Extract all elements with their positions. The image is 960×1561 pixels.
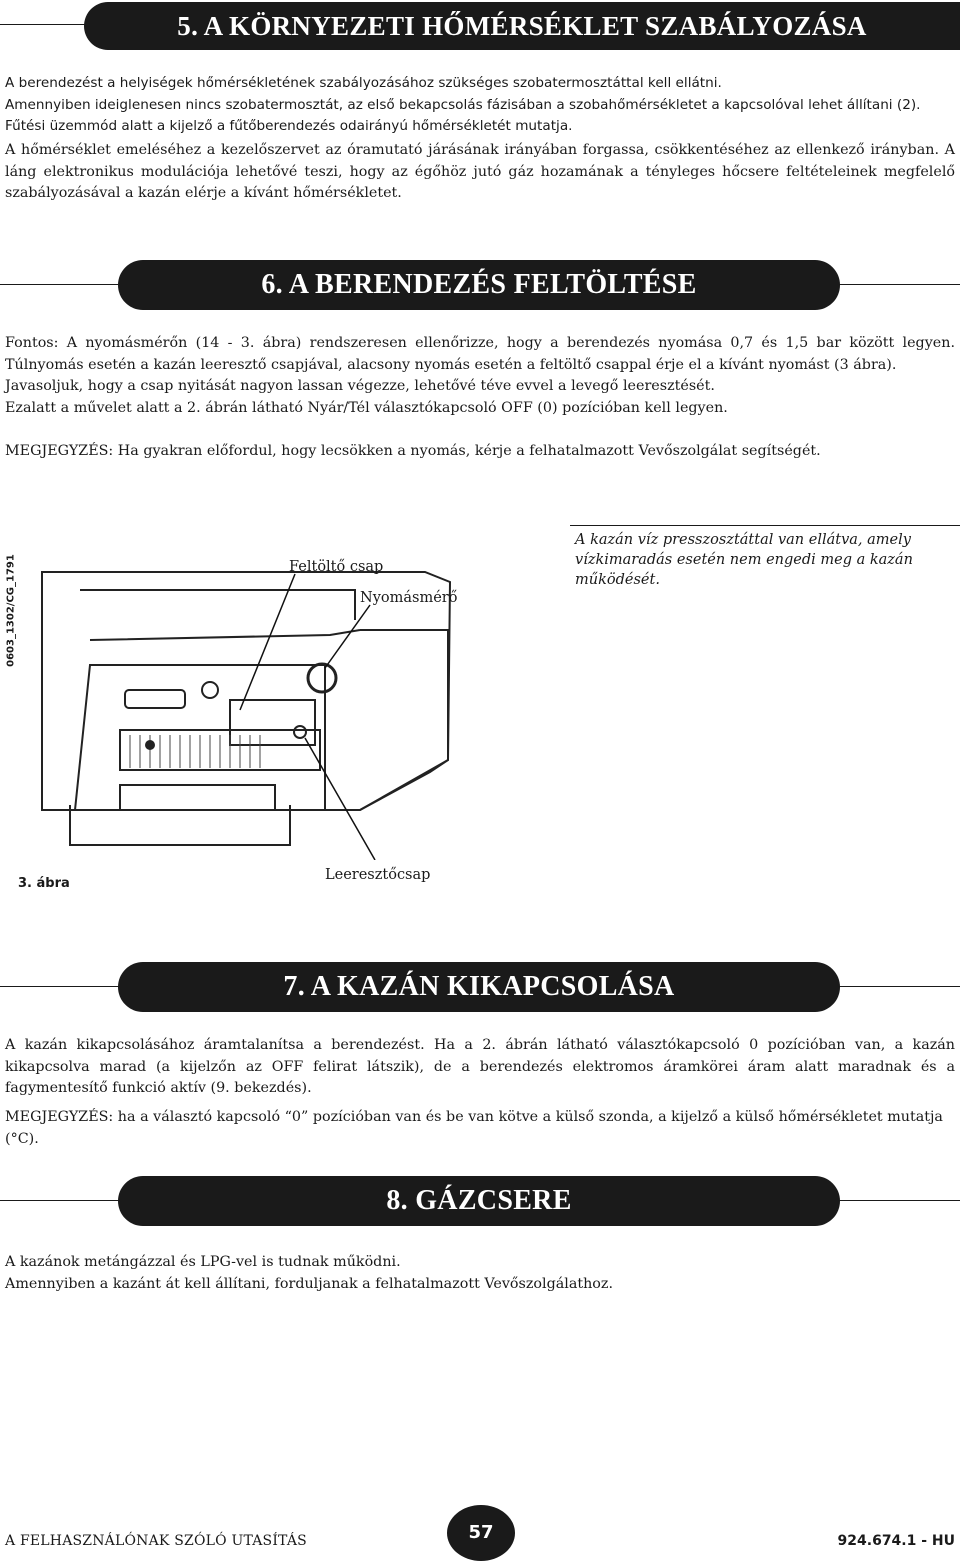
figure3-caption: 3. ábra bbox=[18, 876, 70, 891]
section8-line2: Amennyiben a kazánt át kell állítani, forduljanak a felhatalmazott Vevőszolgálathoz. bbox=[5, 1275, 613, 1292]
footer-title: A FELHASZNÁLÓNAK SZÓLÓ UTASÍTÁS bbox=[5, 1533, 307, 1549]
section6-body bbox=[5, 333, 955, 419]
section5-paragraph-text: A hőmérséklet emeléséhez a kezelőszervet az óramutató járásának irányában forgassa, csökkentéséhez az ellenkező irányban. A láng elektronikus modulációja lehetővé teszi, hogy az égőhöz jutó gáz hozamának a tényleges hőcsere feltételeinek megfelelő szabályozásával a kazán elérje a kívánt hőmérsékletet. bbox=[5, 142, 955, 201]
section6-note bbox=[5, 441, 955, 463]
section8-title: 8. GÁZCSERE bbox=[118, 1176, 840, 1226]
section7-body bbox=[5, 1035, 955, 1100]
section6-title: 6. A BERENDEZÉS FELTÖLTÉSE bbox=[118, 260, 840, 310]
section7-para1: A kazán kikapcsolásához áramtalanítsa a berendezést. Ha a 2. ábrán látható választókapcsoló 0 pozícióban van, a kazán kikapcsolva marad (a kijelzőn az OFF felirat látszik), de a berendezés elektromos áramkörei áram alatt maradnak és a fagymentesítő funkció aktív (9. bekezdés). bbox=[5, 1037, 955, 1096]
section5-title: 5. A KÖRNYEZETI HŐMÉRSÉKLET SZABÁLYOZÁSA bbox=[84, 2, 960, 50]
label-fill-valve: Feltöltő csap bbox=[289, 559, 384, 575]
figure3-side-note: A kazán víz presszosztáttal van ellátva, amely vízkimaradás esetén nem engedi meg a kazán működését. bbox=[575, 532, 913, 588]
section6-para2: Javasoljuk, hogy a csap nyitását nagyon lassan végezze, lehetővé téve evvel a levegő leeresztését. bbox=[5, 378, 715, 394]
section8-line1: A kazánok metángázzal és LPG-vel is tudnak működni. bbox=[5, 1254, 401, 1270]
figure3-note-rule bbox=[570, 525, 960, 526]
section7-note bbox=[5, 1107, 955, 1150]
section6-note-text: MEGJEGYZÉS: Ha gyakran előfordul, hogy lecsökken a nyomás, kérje a felhatalmazott Vevőszolgálat segítségét. bbox=[5, 443, 821, 459]
section5-line: Amennyiben ideiglenesen nincs szobatermosztát, az első bekapcsolás fázisában a szobahőmérsékletet a kapcsolóval lehet állítani (2). bbox=[5, 96, 921, 113]
section7-title: 7. A KAZÁN KIKAPCSOLÁSA bbox=[118, 962, 840, 1012]
section6-para1: Fontos: A nyomásmérőn (14 - 3. ábra) rendszeresen ellenőrizze, hogy a berendezés nyomása 0,7 és 1,5 bar között legyen. Túlnyomás esetén a kazán leeresztő csapjával, alacsony nyomás esetén a feltöltő csappal érje el a kívánt nyomást (3 ábra). bbox=[5, 335, 955, 373]
label-drain-valve: Leeresztőcsap bbox=[325, 867, 431, 883]
document-code: 924.674.1 - HU bbox=[837, 1533, 955, 1549]
section5-line: Fűtési üzemmód alatt a kijelző a fűtőberendezés odairányú hőmérsékletét mutatja. bbox=[5, 118, 573, 134]
section5-paragraph bbox=[5, 140, 955, 205]
label-pressure-gauge: Nyomásmérő bbox=[360, 590, 458, 606]
section8-body bbox=[5, 1252, 955, 1295]
section7-note-text: MEGJEGYZÉS: ha a választó kapcsoló “0” pozícióban van és be van kötve a külső szonda, a kijelző a külső hőmérsékletet mutatja (°C). bbox=[5, 1109, 943, 1147]
section5-lines bbox=[5, 73, 955, 138]
page-number: 57 bbox=[447, 1505, 515, 1561]
section5-line: A berendezést a helyiségek hőmérsékletének szabályozásához szükséges szobatermosztáttal kell ellátni. bbox=[5, 75, 722, 91]
section6-para3: Ezalatt a művelet alatt a 2. ábrán látható Nyár/Tél választókapcsoló OFF (0) pozícióban kell legyen. bbox=[5, 399, 728, 416]
figure3-code: 0603_1302/CG_1791 bbox=[5, 554, 17, 667]
